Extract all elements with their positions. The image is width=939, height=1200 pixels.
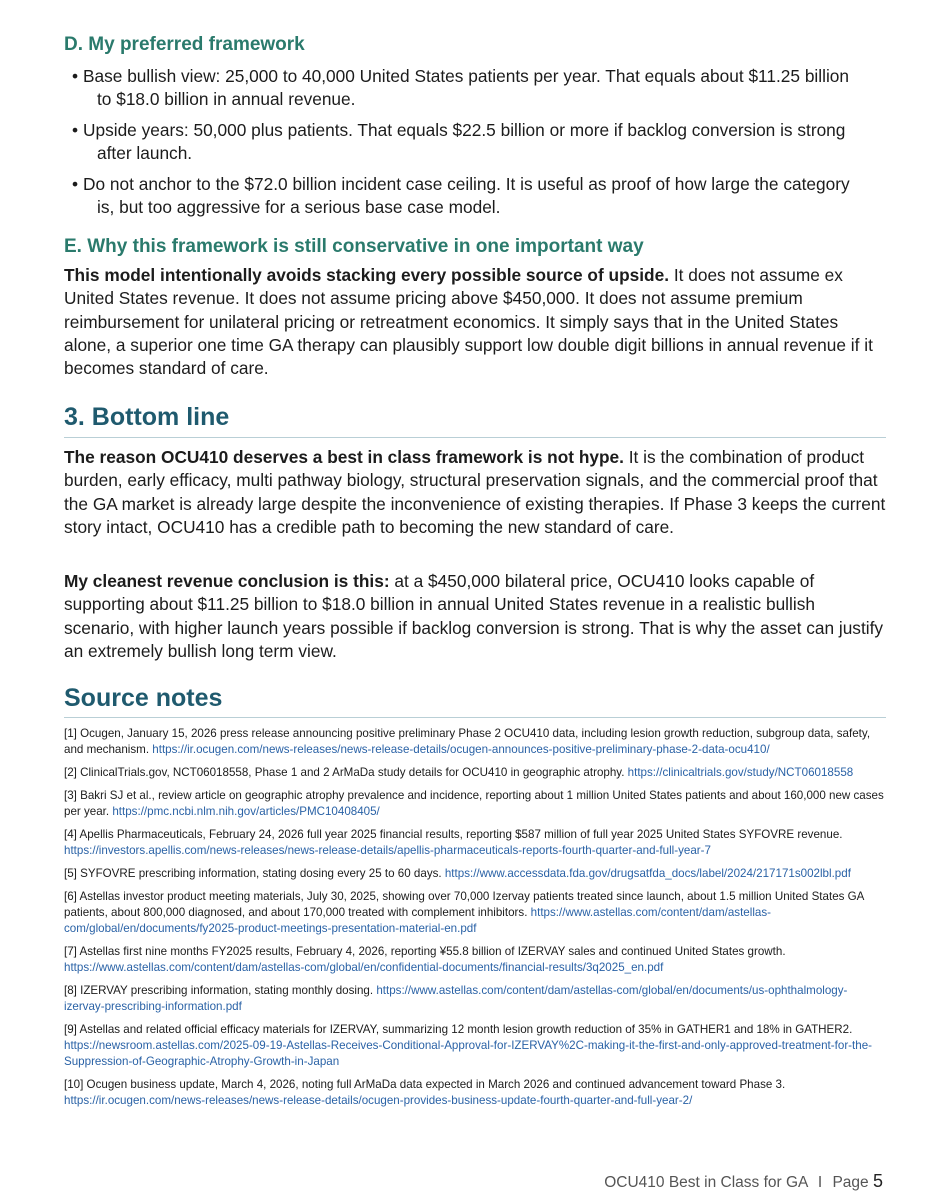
source-note: [64, 788, 886, 820]
source-note-link[interactable]: https://ir.ocugen.com/news-releases/news-release-details/ocugen-announces-positive-preliminary-phase-2-data-ocu410/: [152, 743, 770, 756]
source-note: [64, 1022, 886, 1070]
bottom-line-body-1: It is the combination of product burden, early efficacy, multi pathway biology, structural preservation signals, and the commercial proof that the GA market is already large despite the inconvenience of existing therapies. If Phase 3 keeps the current story intact, OCU410 has a credible path to becoming the new standard of care.: [64, 447, 886, 537]
source-note: [64, 889, 886, 937]
bullet-icon: •: [72, 66, 79, 86]
source-notes-heading: Source notes: [64, 684, 223, 712]
source-notes-list: [64, 726, 886, 1116]
section-e-lead: This model intentionally avoids stacking every possible source of upside.: [64, 265, 670, 285]
source-note-link[interactable]: https://www.astellas.com/content/dam/astellas-com/global/en/confidential-documents/financial-results/3q2025_en.pdf: [64, 961, 664, 974]
source-note-text: [3] Bakri SJ et al., review article on geographic atrophy prevalence and incidence, reporting about 1 million United States patients and about 160,000 new cases per year.: [64, 789, 884, 818]
bullet-line: to $18.0 billion in annual revenue.: [97, 89, 356, 109]
bottom-line-lead-1: The reason OCU410 deserves a best in class framework is not hype.: [64, 447, 624, 467]
source-note-link[interactable]: https://ir.ocugen.com/news-releases/news-release-details/ocugen-provides-business-update-fourth-quarter-and-full-year-2/: [64, 1094, 693, 1107]
footer-separator: I: [817, 1174, 823, 1191]
bullet-line: after launch.: [97, 143, 193, 163]
page-footer: [604, 1171, 883, 1192]
source-note-link[interactable]: https://www.accessdata.fda.gov/drugsatfda_docs/label/2024/217171s002lbl.pdf: [444, 867, 851, 880]
source-note: [64, 765, 886, 781]
section-divider: [64, 437, 886, 438]
source-note-text: [9] Astellas and related official efficacy materials for IZERVAY, summarizing 12 month lesion growth reduction of 35% in GATHER1 and 18% in GATHER2.: [64, 1023, 853, 1036]
source-note-text: [8] IZERVAY prescribing information, stating monthly dosing.: [64, 984, 377, 997]
source-note-text: [10] Ocugen business update, March 4, 2026, noting full ArMaDa data expected in March 2026 and continued advancement toward Phase 3.: [64, 1078, 786, 1091]
source-note-link[interactable]: https://clinicaltrials.gov/study/NCT06018558: [627, 766, 854, 779]
source-note-link[interactable]: https://www.astellas.com/content/dam/astellas-com/global/en/documents/us-ophthalmology-izervay-prescribing-information.pdf: [64, 984, 848, 1013]
page-number: 5: [872, 1171, 883, 1191]
bottom-line-paragraph-2: [64, 570, 886, 663]
list-item: [72, 173, 892, 219]
source-note-text: [1] Ocugen, January 15, 2026 press release announcing positive preliminary Phase 2 OCU410 data, including lesion growth reduction, subgroup data, safety, and mechanism.: [64, 727, 871, 756]
section-e-heading: E. Why this framework is still conservative in one important way: [64, 236, 644, 257]
list-item: [72, 65, 892, 111]
source-note: [64, 726, 886, 758]
source-note-link[interactable]: https://www.astellas.com/content/dam/astellas-com/global/en/documents/fy2025-product-meetings-presentation-material-en.pdf: [64, 906, 772, 935]
source-note-link[interactable]: https://newsroom.astellas.com/2025-09-19-Astellas-Receives-Conditional-Approval-for-IZERVAY%2C-making-it-the-first-and-only-approved-treatment-for-the-Suppression-of-Geographic-Atrophy-Growth-in-Japan: [64, 1039, 873, 1068]
section-d-heading: D. My preferred framework: [64, 34, 305, 55]
source-note-text: [7] Astellas first nine months FY2025 results, February 4, 2026, reporting ¥55.8 billion of IZERVAY sales and continued United States growth.: [64, 945, 786, 958]
source-note-text: [2] ClinicalTrials.gov, NCT06018558, Phase 1 and 2 ArMaDa study details for OCU410 in geographic atrophy.: [64, 766, 628, 779]
list-item: [72, 119, 892, 165]
source-note: [64, 827, 886, 859]
source-note: [64, 983, 886, 1015]
section-divider: [64, 717, 886, 718]
section-e-body: It does not assume ex United States revenue. It does not assume pricing above $450,000. It does not assume premium reimbursement for unilateral pricing or retreatment economics. It simply says that in the United States alone, a superior one time GA therapy can plausibly support low double digit billions in annual revenue if it becomes standard of care.: [64, 265, 873, 379]
source-note: [64, 944, 886, 976]
bullet-line: Upside years: 50,000 plus patients. That equals $22.5 billion or more if backlog conversion is strong: [83, 120, 846, 140]
source-note-text: [6] Astellas investor product meeting materials, July 30, 2025, showing over 70,000 Izervay patients treated since launch, about 1.5 million United States GA patients, about 800,000 diagnosed, and about 170,000 treated with complement inhibitors.: [64, 890, 864, 919]
bottom-line-lead-2: My cleanest revenue conclusion is this:: [64, 571, 390, 591]
source-note-text: [5] SYFOVRE prescribing information, stating dosing every 25 to 60 days.: [64, 867, 445, 880]
section-e-paragraph: [64, 264, 886, 380]
source-note: [64, 866, 886, 882]
bottom-line-heading: 3. Bottom line: [64, 403, 230, 431]
bullet-icon: •: [72, 120, 79, 140]
source-note-link[interactable]: https://investors.apellis.com/news-releases/news-release-details/apellis-pharmaceuticals-reports-fourth-quarter-and-full-year-7: [64, 844, 711, 857]
bottom-line-body-2: at a $450,000 bilateral price, OCU410 looks capable of supporting about $11.25 billion to $18.0 billion in annual United States revenue in a realistic bullish scenario, with higher launch years possible if backlog conversion is strong. That is why the asset can justify an extremely bullish long term view.: [64, 571, 884, 661]
source-note-text: [4] Apellis Pharmaceuticals, February 24, 2026 full year 2025 financial results, reporting $587 million of full year 2025 United States SYFOVRE revenue.: [64, 828, 843, 841]
bullet-icon: •: [72, 174, 79, 194]
section-d-bullet-list: [72, 65, 892, 227]
source-note-link[interactable]: https://pmc.ncbi.nlm.nih.gov/articles/PMC10408405/: [112, 805, 380, 818]
bottom-line-paragraph-1: [64, 446, 886, 539]
bullet-line: is, but too aggressive for a serious base case model.: [97, 197, 501, 217]
bullet-line: Do not anchor to the $72.0 billion incident case ceiling. It is useful as proof of how large the category: [83, 174, 850, 194]
footer-title: OCU410 Best in Class for GA: [604, 1174, 808, 1191]
bullet-line: Base bullish view: 25,000 to 40,000 United States patients per year. That equals about $11.25 billion: [83, 66, 850, 86]
source-note: [64, 1077, 886, 1109]
footer-page-label: Page: [832, 1174, 869, 1191]
